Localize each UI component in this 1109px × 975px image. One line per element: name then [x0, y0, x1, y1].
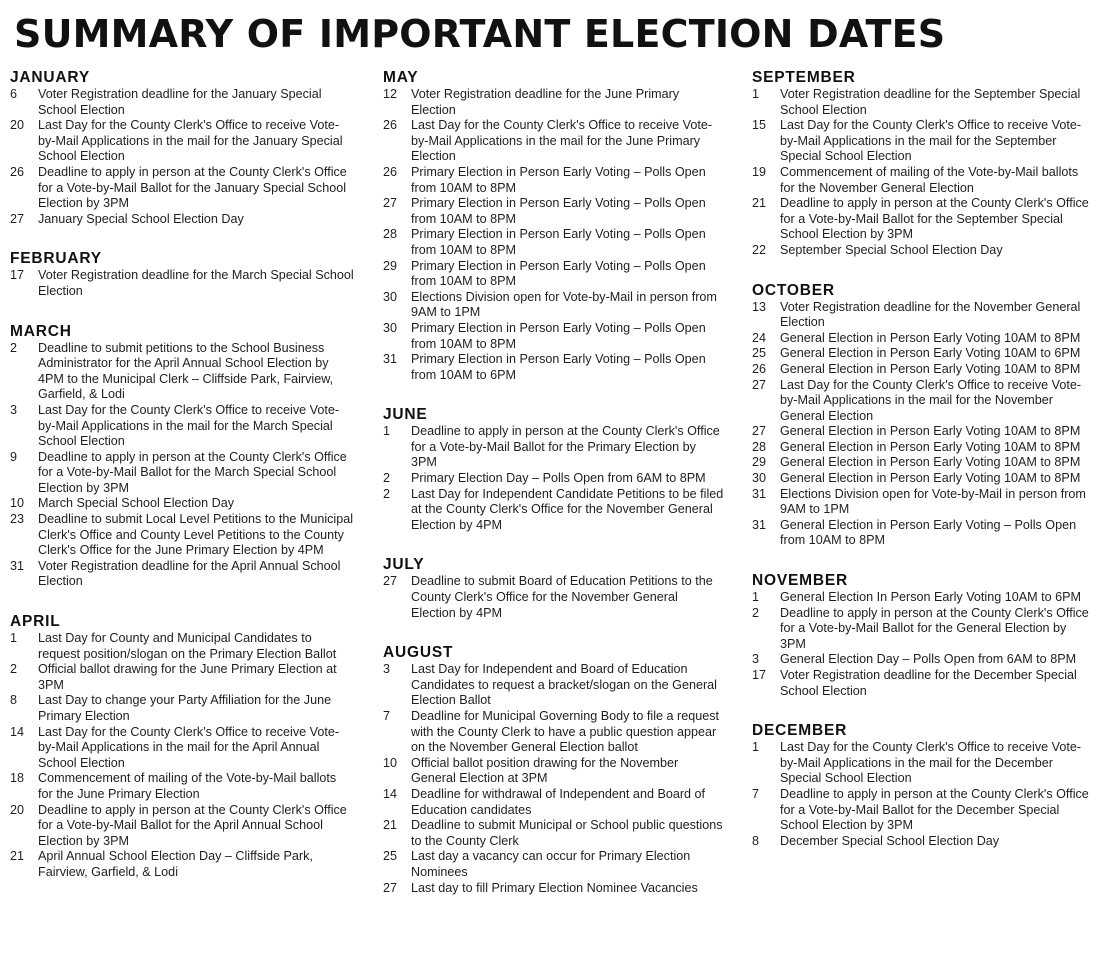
entry-text: Primary Election in Person Early Voting – Polls Open from 10AM to 8PM: [411, 164, 706, 195]
entry-day: 19: [752, 164, 767, 179]
entry-day: 1: [383, 424, 391, 439]
entry-text: Last Day for the County Clerk's Office to receive Vote-by-Mail Applications in the mail for the April Annual School Election: [38, 724, 340, 770]
date-entry: [752, 196, 1097, 243]
date-entry: [752, 424, 1097, 440]
entry-day: 25: [752, 346, 767, 361]
entry-text: Deadline for Municipal Governing Body to file a request with the County Clerk to have a public question appear on the November General Election ballot: [411, 709, 720, 755]
entry-text: Last Day for Independent Candidate Petitions to be filed at the County Clerk's Office for the November General Election by 4PM: [411, 486, 724, 532]
date-entry: [10, 662, 358, 693]
entry-text: Official ballot drawing for the June Primary Election at 3PM: [38, 662, 337, 692]
entry-text: Last Day for the County Clerk's Office to receive Vote-by-Mail Applications in the mail for the November General Election: [780, 377, 1082, 423]
entry-text: Deadline to submit Board of Education Petitions to the County Clerk's Office for the November General Election by 4PM: [411, 574, 713, 620]
entry-day: 26: [383, 118, 398, 133]
page-title: SUMMARY OF IMPORTANT ELECTION DATES: [14, 12, 946, 56]
date-entry: [752, 471, 1097, 487]
entry-day: 28: [383, 227, 398, 242]
entry-day: 17: [10, 268, 25, 283]
entry-day: 15: [752, 118, 767, 133]
date-entry: [383, 118, 728, 165]
entry-day: 22: [752, 242, 767, 257]
entry-text: General Election in Person Early Voting 10AM to 8PM: [780, 361, 1081, 376]
entry-text: Last Day for the County Clerk's Office to receive Vote-by-Mail Applications in the mail for the June Primary Election: [411, 118, 713, 164]
month-section: [383, 405, 728, 533]
date-entry: [752, 243, 1097, 259]
entry-day: 30: [383, 320, 398, 335]
entry-text: January Special School Election Day: [38, 211, 244, 226]
entry-text: Deadline to submit Local Level Petitions to the Municipal Clerk's Office and County Level Petitions to the County Clerk's Office for the June Primary Election by 4PM: [38, 512, 354, 558]
date-entry: [10, 849, 358, 880]
entry-day: 1: [752, 590, 760, 605]
entry-text: Deadline to apply in person at the County Clerk's Office for a Vote-by-Mail Ballot for the March Special School Election by 3PM: [38, 449, 347, 495]
entry-day: 7: [383, 709, 391, 723]
date-entry: [383, 165, 728, 196]
entry-text: General Election in Person Early Voting 10AM to 8PM: [780, 455, 1081, 470]
entry-text: Last day to fill Primary Election Nominee Vacancies: [411, 880, 698, 895]
entry-day: 14: [383, 786, 398, 801]
entry-day: 27: [752, 377, 767, 392]
entry-day: 27: [383, 574, 398, 589]
entry-text: Voter Registration deadline for the April Annual School Election: [38, 558, 341, 589]
entry-text: General Election in Person Early Voting 10AM to 8PM: [780, 471, 1081, 486]
month-section: [383, 643, 728, 896]
entry-day: 17: [752, 668, 767, 682]
entry-text: April Annual School Election Day – Cliffside Park, Fairview, Garfield, & Lodi: [38, 849, 313, 879]
entry-day: 30: [752, 471, 767, 486]
entry-text: General Election in Person Early Voting 10AM to 8PM: [780, 424, 1081, 439]
entry-day: 12: [383, 87, 398, 101]
entry-day: 18: [10, 771, 25, 786]
date-entry: [752, 378, 1097, 425]
entry-day: 27: [383, 196, 398, 211]
date-entry: [383, 290, 728, 321]
entry-day: 20: [10, 802, 25, 817]
entry-day: 14: [10, 724, 25, 739]
date-entry: [752, 300, 1097, 331]
entry-day: 27: [752, 424, 767, 439]
entry-day: 3: [10, 402, 18, 417]
column-1: [10, 68, 358, 903]
entry-day: 27: [10, 211, 25, 226]
month-heading: SEPTEMBER: [752, 69, 856, 86]
entry-text: September Special School Election Day: [780, 242, 1003, 257]
date-entry: [383, 881, 728, 897]
month-heading: MARCH: [10, 322, 72, 340]
date-entry: [752, 440, 1097, 456]
date-entry: [383, 818, 728, 849]
entry-text: Last Day for Independent and Board of Education Candidates to request a bracket/slogan on the General Election Ballot: [411, 662, 717, 708]
date-entry: [752, 668, 1097, 699]
entry-day: 31: [10, 558, 25, 573]
month-heading: NOVEMBER: [752, 572, 848, 590]
date-entry: [10, 771, 358, 802]
entry-day: 25: [383, 849, 398, 864]
entry-text: Deadline to apply in person at the County Clerk's Office for a Vote-by-Mail Ballot for the September Special School Election by 3PM: [780, 196, 1089, 242]
entry-day: 8: [10, 693, 18, 708]
entry-text: Primary Election Day – Polls Open from 6AM to 8PM: [411, 471, 706, 486]
month-heading: AUGUST: [383, 644, 454, 662]
date-entry: [10, 803, 358, 850]
date-entry: [10, 725, 358, 772]
entry-day: 8: [752, 833, 760, 848]
entry-text: Last Day to change your Party Affiliation for the June Primary Election: [38, 693, 332, 723]
date-entry: [752, 518, 1097, 549]
month-section: [752, 721, 1097, 849]
entry-day: 10: [10, 496, 25, 511]
entry-text: Deadline to submit petitions to the School Business Administrator for the April Annual School Election by 4PM to the Municipal Clerk – Cliffside Park, Fairview, Garfield, & Lodi: [38, 340, 334, 402]
column-2: [383, 68, 728, 918]
date-entry: [10, 559, 358, 590]
month-heading: OCTOBER: [752, 281, 835, 299]
entry-text: Last Day for the County Clerk's Office to receive Vote-by-Mail Applications in the mail for the March Special School Election: [38, 402, 340, 449]
entry-day: 26: [752, 361, 767, 376]
month-heading: APRIL: [10, 613, 61, 631]
entry-day: 7: [752, 786, 760, 801]
entry-text: March Special School Election Day: [38, 496, 234, 511]
date-entry: [10, 165, 358, 212]
entry-text: Last Day for the County Clerk's Office to receive Vote-by-Mail Applications in the mail for the January Special School Election: [38, 118, 343, 164]
entry-day: 26: [383, 164, 398, 179]
date-entry: [752, 740, 1097, 787]
date-entry: [383, 756, 728, 787]
entry-text: Voter Registration deadline for the March Special School Election: [38, 268, 354, 298]
date-entry: [752, 331, 1097, 347]
date-entry: [752, 455, 1097, 471]
entry-text: Deadline for withdrawal of Independent and Board of Education candidates: [411, 786, 706, 817]
month-section: [10, 322, 358, 591]
entry-text: General Election in Person Early Voting 10AM to 8PM: [780, 330, 1081, 345]
date-entry: [752, 362, 1097, 378]
date-entry: [383, 849, 728, 880]
entry-day: 31: [752, 517, 767, 532]
date-entry: [383, 471, 728, 487]
month-section: [752, 571, 1097, 699]
entry-text: Deadline to apply in person at the County Clerk's Office for a Vote-by-Mail Ballot for the January Special School Election by 3PM: [38, 164, 347, 211]
entry-day: 31: [383, 352, 398, 367]
month-section: [383, 555, 728, 621]
entry-day: 10: [383, 755, 398, 770]
entry-day: 31: [752, 486, 767, 501]
entry-day: 2: [10, 340, 18, 355]
date-entry: [752, 118, 1097, 165]
month-section: [10, 612, 358, 881]
date-entry: [752, 590, 1097, 606]
date-entry: [752, 487, 1097, 518]
month-section: [10, 68, 358, 227]
entry-text: Last Day for County and Municipal Candidates to request position/slogan on the Primary Election Ballot: [38, 631, 337, 661]
entry-day: 2: [752, 605, 760, 620]
entry-text: Primary Election in Person Early Voting – Polls Open from 10AM to 8PM: [411, 227, 706, 257]
month-heading: MAY: [383, 69, 419, 86]
entry-day: 2: [10, 662, 18, 677]
entry-day: 3: [383, 662, 391, 677]
entry-text: Deadline to submit Municipal or School public questions to the County Clerk: [411, 818, 723, 848]
date-entry: [10, 341, 358, 403]
date-entry: [10, 118, 358, 165]
entry-day: 21: [10, 849, 25, 864]
entry-text: December Special School Election Day: [780, 833, 1000, 848]
date-entry: [383, 87, 728, 118]
entry-text: Voter Registration deadline for the September Special School Election: [780, 87, 1081, 117]
date-entry: [752, 787, 1097, 834]
date-entry: [10, 268, 358, 299]
entry-text: Official ballot position drawing for the November General Election at 3PM: [411, 755, 679, 786]
entry-day: 3: [752, 652, 760, 667]
entry-text: General Election In Person Early Voting 10AM to 6PM: [780, 590, 1082, 605]
entry-text: Deadline to apply in person at the County Clerk's Office for a Vote-by-Mail Ballot for the General Election by 3PM: [780, 605, 1089, 651]
entry-text: Commencement of mailing of the Vote-by-Mail ballots for the June Primary Election: [38, 771, 337, 801]
month-section: [10, 249, 358, 299]
entry-day: 20: [10, 118, 25, 133]
entry-day: 28: [752, 439, 767, 454]
entry-text: General Election Day – Polls Open from 6AM to 8PM: [780, 652, 1077, 667]
entry-text: Last Day for the County Clerk's Office to receive Vote-by-Mail Applications in the mail for the December Special School Election: [780, 740, 1082, 786]
date-entry: [10, 450, 358, 497]
month-heading: JULY: [383, 556, 425, 574]
month-section: [752, 281, 1097, 550]
date-entry: [10, 512, 358, 559]
date-entry: [383, 196, 728, 227]
entry-text: Deadline to apply in person at the County Clerk's Office for a Vote-by-Mail Ballot for the December Special School Election by 3PM: [780, 786, 1089, 833]
entry-text: Voter Registration deadline for the June Primary Election: [411, 87, 680, 117]
month-section: [383, 68, 728, 383]
entry-text: Primary Election in Person Early Voting – Polls Open from 10AM to 8PM: [411, 258, 706, 289]
entry-text: Last day a vacancy can occur for Primary Election Nominees: [411, 849, 691, 879]
date-entry: [383, 227, 728, 258]
entry-day: 23: [10, 512, 25, 527]
date-entry: [752, 606, 1097, 653]
date-entry: [10, 496, 358, 512]
date-entry: [10, 631, 358, 662]
date-entry: [383, 574, 728, 621]
date-entry: [383, 321, 728, 352]
month-heading: JANUARY: [10, 69, 90, 86]
entry-text: Voter Registration deadline for the December Special School Election: [780, 668, 1077, 698]
entry-day: 9: [10, 449, 18, 464]
entry-text: Voter Registration deadline for the November General Election: [780, 299, 1081, 330]
date-entry: [10, 693, 358, 724]
date-entry: [383, 487, 728, 534]
entry-day: 1: [10, 631, 18, 646]
date-entry: [383, 709, 728, 756]
entry-text: General Election in Person Early Voting 10AM to 8PM: [780, 439, 1081, 454]
date-entry: [752, 165, 1097, 196]
entry-day: 26: [10, 164, 25, 179]
entry-text: General Election in Person Early Voting – Polls Open from 10AM to 8PM: [780, 517, 1077, 548]
entry-text: Last Day for the County Clerk's Office to receive Vote-by-Mail Applications in the mail for the September Special School Election: [780, 118, 1082, 164]
entry-text: Elections Division open for Vote-by-Mail in person from 9AM to 1PM: [780, 486, 1086, 517]
entry-text: Primary Election in Person Early Voting – Polls Open from 10AM to 8PM: [411, 320, 706, 351]
entry-day: 27: [383, 880, 398, 895]
entry-day: 21: [752, 196, 767, 211]
entry-text: Elections Division open for Vote-by-Mail in person from 9AM to 1PM: [411, 289, 717, 320]
entry-day: 1: [752, 87, 760, 101]
month-heading: JUNE: [383, 406, 428, 424]
date-entry: [752, 87, 1097, 118]
month-heading: FEBRUARY: [10, 250, 102, 268]
entry-day: 2: [383, 486, 391, 501]
entry-text: Deadline to apply in person at the County Clerk's Office for a Vote-by-Mail Ballot for the April Annual School Election by 3PM: [38, 802, 347, 848]
date-entry: [383, 662, 728, 709]
date-entry: [10, 87, 358, 118]
date-entry: [752, 346, 1097, 362]
entry-text: Primary Election in Person Early Voting – Polls Open from 10AM to 8PM: [411, 196, 706, 226]
month-section: [752, 68, 1097, 259]
date-entry: [752, 652, 1097, 668]
entry-day: 13: [752, 299, 767, 314]
entry-text: Primary Election in Person Early Voting – Polls Open from 10AM to 6PM: [411, 352, 706, 382]
column-3: [752, 68, 1097, 871]
entry-day: 29: [752, 455, 767, 470]
date-entry: [10, 212, 358, 228]
month-heading: DECEMBER: [752, 722, 848, 740]
date-entry: [752, 834, 1097, 850]
entry-day: 21: [383, 818, 398, 833]
entry-text: General Election in Person Early Voting 10AM to 6PM: [780, 346, 1081, 361]
entry-day: 24: [752, 330, 767, 345]
date-entry: [10, 403, 358, 450]
entry-day: 2: [383, 471, 391, 486]
entry-day: 1: [752, 740, 760, 755]
entry-day: 29: [383, 258, 398, 273]
entry-day: 6: [10, 87, 18, 101]
date-entry: [383, 787, 728, 818]
entry-day: 30: [383, 289, 398, 304]
date-entry: [383, 259, 728, 290]
entry-text: Deadline to apply in person at the County Clerk's Office for a Vote-by-Mail Ballot for the Primary Election by 3PM: [411, 424, 720, 470]
entry-text: Voter Registration deadline for the January Special School Election: [38, 87, 322, 117]
date-entry: [383, 424, 728, 471]
entry-text: Commencement of mailing of the Vote-by-Mail ballots for the November General Election: [780, 164, 1079, 195]
date-entry: [383, 352, 728, 383]
